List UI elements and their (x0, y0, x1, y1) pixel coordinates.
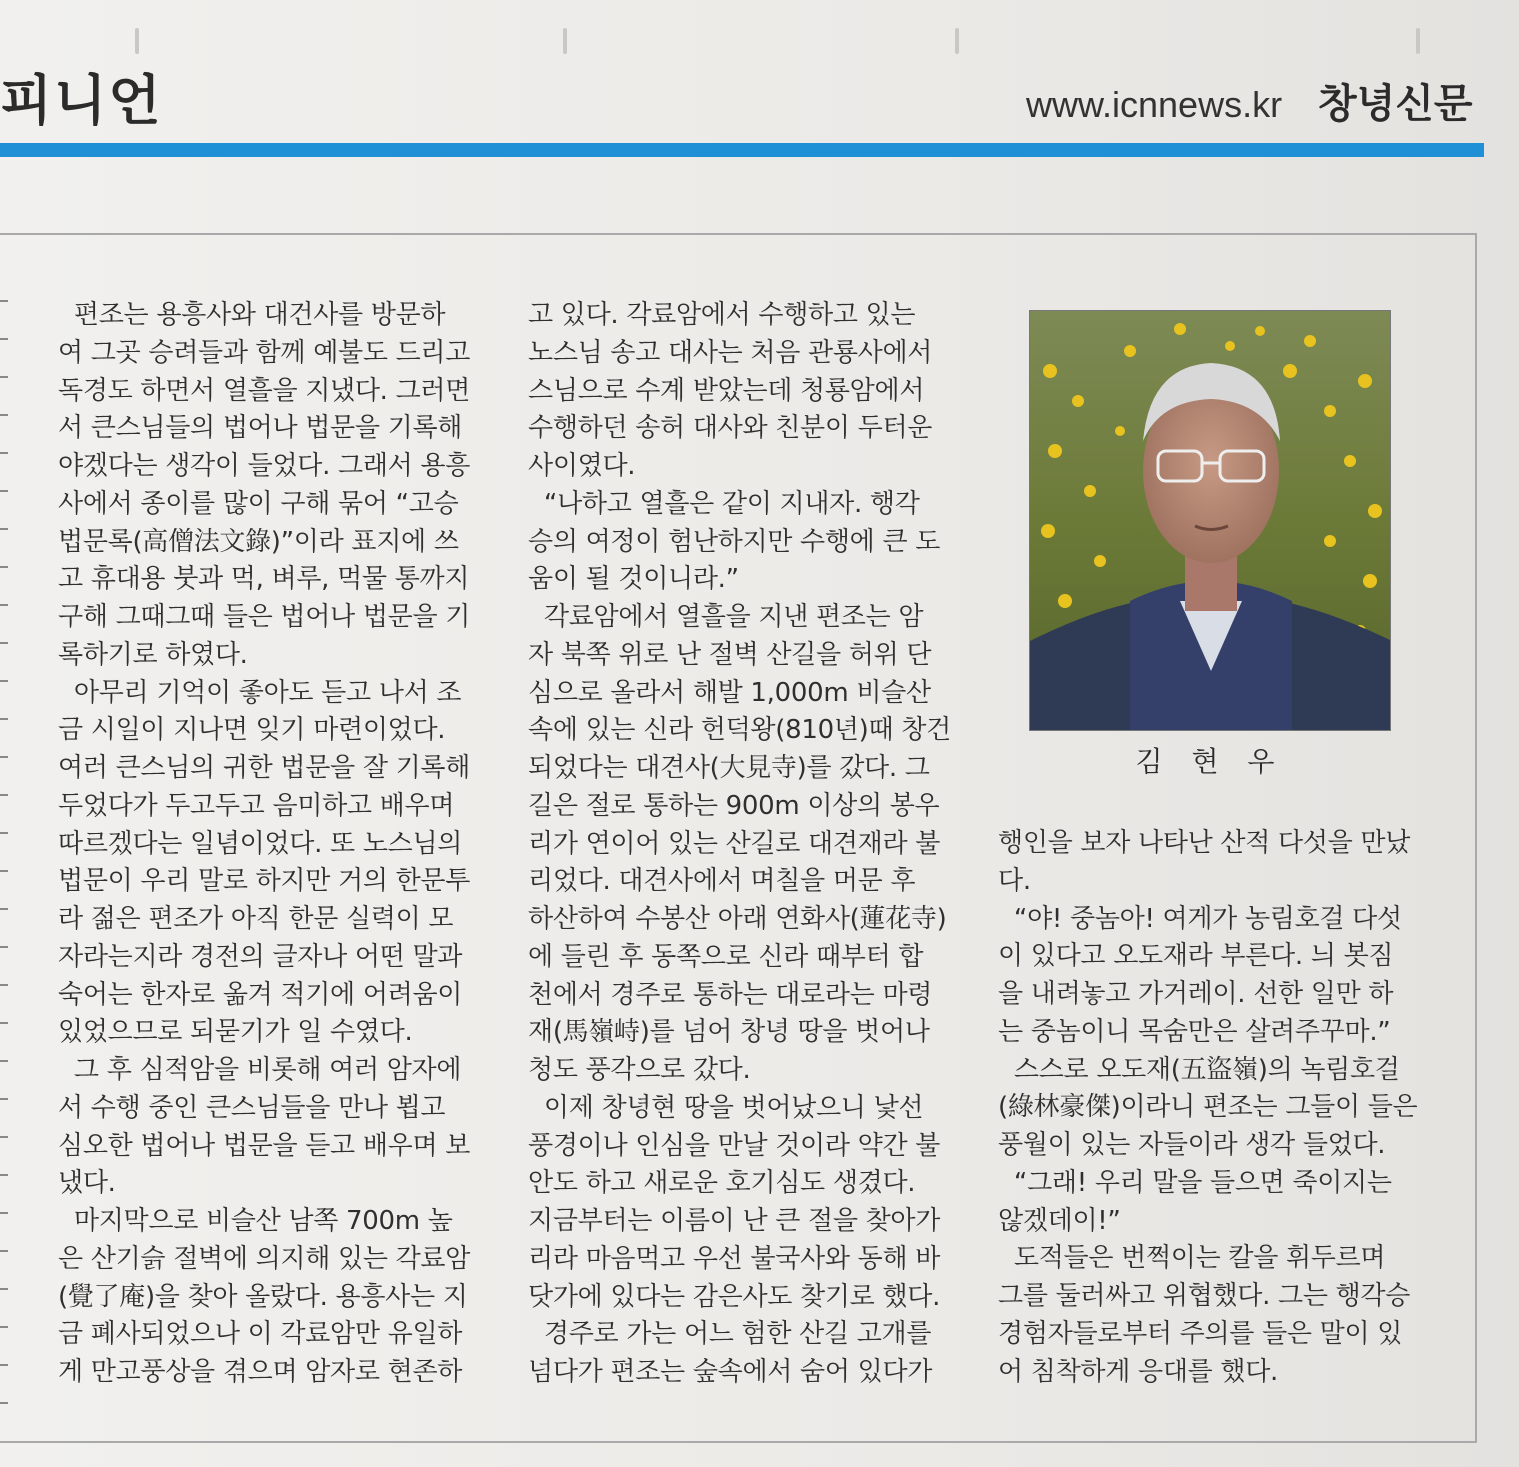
text-line: 수행하던 송허 대사와 친분이 두터운 (528, 413, 933, 444)
edge-tick (0, 1326, 8, 1328)
text-line: “야! 중놈아! 여게가 농림호걸 다섯 (998, 903, 1402, 934)
edge-tick (0, 1022, 8, 1024)
text-line: 에 들린 후 동쪽으로 신라 때부터 합 (528, 941, 924, 972)
text-line: 재(馬嶺峙)를 넘어 창녕 땅을 벗어나 (528, 1017, 930, 1048)
edge-tick (0, 300, 8, 302)
edge-tick (0, 1288, 8, 1290)
portrait-image (1030, 311, 1391, 731)
text-line: 풍경이나 인심을 만날 것이라 약간 불 (528, 1130, 941, 1161)
edge-tick (0, 984, 8, 986)
edge-tick (0, 756, 8, 758)
edge-tick (0, 376, 8, 378)
punch-mark (1416, 28, 1420, 54)
text-line: 있었으므로 되묻기가 일 수였다. (58, 1017, 413, 1048)
text-line: 각료암에서 열흘을 지낸 편조는 암 (528, 602, 924, 632)
text-line: 경주로 가는 어느 험한 산길 고개를 (528, 1319, 932, 1350)
text-line: 구해 그때그때 들은 법어나 법문을 기 (58, 602, 471, 632)
edge-tick (0, 1060, 8, 1062)
header-rule (0, 143, 1484, 157)
edge-tick (0, 718, 8, 720)
text-line: 금 폐사되었으나 이 각료암만 유일하 (58, 1319, 463, 1350)
author-photo (1029, 310, 1391, 731)
text-line: 냈다. (58, 1168, 116, 1199)
text-line: 야겠다는 생각이 들었다. 그래서 용흥 (58, 451, 471, 481)
article-column-3 (998, 825, 1420, 1391)
text-line: (覺了庵)을 찾아 올랐다. 용흥사는 지 (58, 1281, 468, 1312)
text-line: (綠林豪傑)이라니 편조는 그들이 들은 (998, 1092, 1418, 1123)
text-line: 도적들은 번쩍이는 칼을 휘두르며 (998, 1243, 1386, 1274)
text-line: “나하고 열흘은 같이 지내자. 행각 (528, 488, 920, 519)
section-title: 피니언 (0, 69, 163, 132)
text-line: 마지막으로 비슬산 남쪽 700m 높 (58, 1206, 453, 1236)
text-line: 은 산기슭 절벽에 의지해 있는 각료암 (58, 1243, 471, 1274)
text-line: 자 북쪽 위로 난 절벽 산길을 허위 단 (528, 639, 932, 670)
punch-mark (135, 28, 139, 54)
text-line: 심오한 법어나 법문을 듣고 배우며 보 (58, 1130, 471, 1161)
text-line: 속에 있는 신라 헌덕왕(810년)때 창건 (528, 715, 951, 746)
text-line: 리었다. 대견사에서 며칠을 머문 후 (528, 866, 916, 897)
text-line: 록하기로 하였다. (58, 639, 248, 670)
text-line: 두었다가 두고두고 음미하고 배우며 (58, 790, 455, 821)
edge-tick (0, 1136, 8, 1138)
text-line: 여 그곳 승려들과 함께 예불도 드리고 (58, 337, 471, 368)
edge-tick (0, 566, 8, 568)
text-line: 사에서 종이를 많이 구해 묶어 “고승 (58, 488, 459, 519)
edge-tick (0, 1402, 8, 1404)
text-line: 하산하여 수봉산 아래 연화사(蓮花寺) (528, 904, 947, 934)
text-line: 경험자들로부터 주의를 들은 말이 있 (998, 1318, 1403, 1349)
text-line: 어 침착하게 응대를 했다. (998, 1356, 1279, 1387)
text-line: 독경도 하면서 열흘을 지냈다. 그러면 (58, 375, 471, 406)
site-url[interactable]: www.icnnews.kr (1026, 84, 1283, 125)
text-line: 금 시일이 지나면 잊기 마련이었다. (58, 715, 446, 746)
edge-tick (0, 642, 8, 644)
text-line: 숙어는 한자로 옮겨 적기에 어려움이 (58, 979, 463, 1010)
edge-tick (0, 870, 8, 872)
text-line: 승의 여정이 험난하지만 수행에 큰 도 (528, 526, 941, 557)
punch-mark (955, 28, 959, 54)
text-line: 풍월이 있는 자들이라 생각 들었다. (998, 1130, 1386, 1160)
text-line: 다. (998, 865, 1031, 896)
text-line: 심으로 올라서 해발 1,000m 비슬산 (528, 677, 931, 708)
newspaper-name: 창녕신문 (1318, 81, 1473, 127)
text-line: 그를 둘러싸고 위협했다. 그는 행각승 (998, 1281, 1411, 1311)
text-line: 이 있다고 오도재라 부른다. 늬 봇짐 (998, 941, 1394, 972)
photo-caption: 김 현 우 (1135, 745, 1285, 778)
edge-tick (0, 1098, 8, 1100)
edge-tick (0, 832, 8, 834)
edge-tick (0, 338, 8, 340)
text-line: 법문이 우리 말로 하지만 거의 한문투 (58, 866, 471, 897)
text-line: 되었다는 대견사(大見寺)를 갔다. 그 (528, 753, 930, 783)
text-line: 는 중놈이니 목숨만은 살려주꾸마.” (998, 1016, 1391, 1047)
text-line: 편조는 용흥사와 대건사를 방문하 (58, 300, 446, 330)
edge-tick (0, 604, 8, 606)
text-line: 따르겠다는 일념이었다. 또 노스님의 (58, 828, 463, 859)
text-line: 고 휴대용 붓과 먹, 벼루, 먹물 통까지 (58, 564, 470, 595)
text-line: 게 만고풍상을 겪으며 암자로 현존하 (58, 1357, 463, 1387)
text-line: 을 내려놓고 가거레이. 선한 일만 하 (998, 979, 1394, 1009)
article-column-1 (58, 297, 478, 1392)
text-line: 움이 될 것이니라.” (528, 564, 739, 595)
text-line: 그 후 심적암을 비롯해 여러 암자에 (58, 1055, 462, 1085)
text-line: 사이였다. (528, 451, 636, 481)
text-line: 천에서 경주로 통하는 대로라는 마령 (528, 979, 933, 1010)
text-line: 길은 절로 통하는 900m 이상의 봉우 (528, 790, 940, 821)
text-line: 노스님 송고 대사는 처음 관룡사에서 (528, 337, 933, 368)
article-column-2 (528, 297, 951, 1392)
text-line: “그래! 우리 말을 들으면 죽이지는 (998, 1167, 1392, 1198)
edge-tick (0, 414, 8, 416)
text-line: 법문록(高僧法文錄)”이라 표지에 쓰 (58, 526, 459, 557)
text-line: 않겠데이!” (998, 1205, 1121, 1236)
text-line: 서 수행 중인 큰스님들을 만나 뵙고 (58, 1092, 446, 1123)
text-line: 행인을 보자 나타난 산적 다섯을 만났 (998, 828, 1411, 858)
edge-tick (0, 1250, 8, 1252)
text-line: 자라는지라 경전의 글자나 어떤 말과 (58, 941, 463, 972)
text-line: 이제 창녕현 땅을 벗어났으니 낯선 (528, 1092, 924, 1123)
text-line: 넘다가 편조는 숲속에서 숨어 있다가 (528, 1357, 933, 1387)
punch-mark (563, 28, 567, 54)
edge-tick (0, 528, 8, 530)
text-line: 리라 마음먹고 우선 불국사와 동해 바 (528, 1243, 941, 1274)
text-line: 서 큰스님들의 법어나 법문을 기록해 (58, 413, 463, 444)
text-line: 아무리 기억이 좋아도 듣고 나서 조 (58, 677, 462, 708)
edge-tick (0, 1364, 8, 1366)
edge-tick (0, 946, 8, 948)
text-line: 여러 큰스님의 귀한 법문을 잘 기록해 (58, 753, 471, 783)
edge-tick (0, 908, 8, 910)
edge-tick (0, 794, 8, 796)
text-line: 라 젊은 편조가 아직 한문 실력이 모 (58, 904, 454, 934)
text-line: 스님으로 수계 받았는데 청룡암에서 (528, 375, 925, 406)
edge-tick (0, 1174, 8, 1176)
text-line: 리가 연이어 있는 산길로 대견재라 불 (528, 828, 941, 859)
text-line: 스스로 오도재(五盜嶺)의 녹림호걸 (998, 1054, 1400, 1085)
text-line: 지금부터는 이름이 난 큰 절을 찾아가 (528, 1206, 941, 1236)
edge-tick (0, 1212, 8, 1214)
text-line: 고 있다. 각료암에서 수행하고 있는 (528, 300, 916, 330)
edge-tick (0, 490, 8, 492)
text-line: 닷가에 있다는 감은사도 찾기로 했다. (528, 1281, 941, 1312)
text-line: 안도 하고 새로운 호기심도 생겼다. (528, 1168, 916, 1199)
edge-tick (0, 680, 8, 682)
edge-tick (0, 452, 8, 454)
text-line: 청도 풍각으로 갔다. (528, 1055, 751, 1085)
